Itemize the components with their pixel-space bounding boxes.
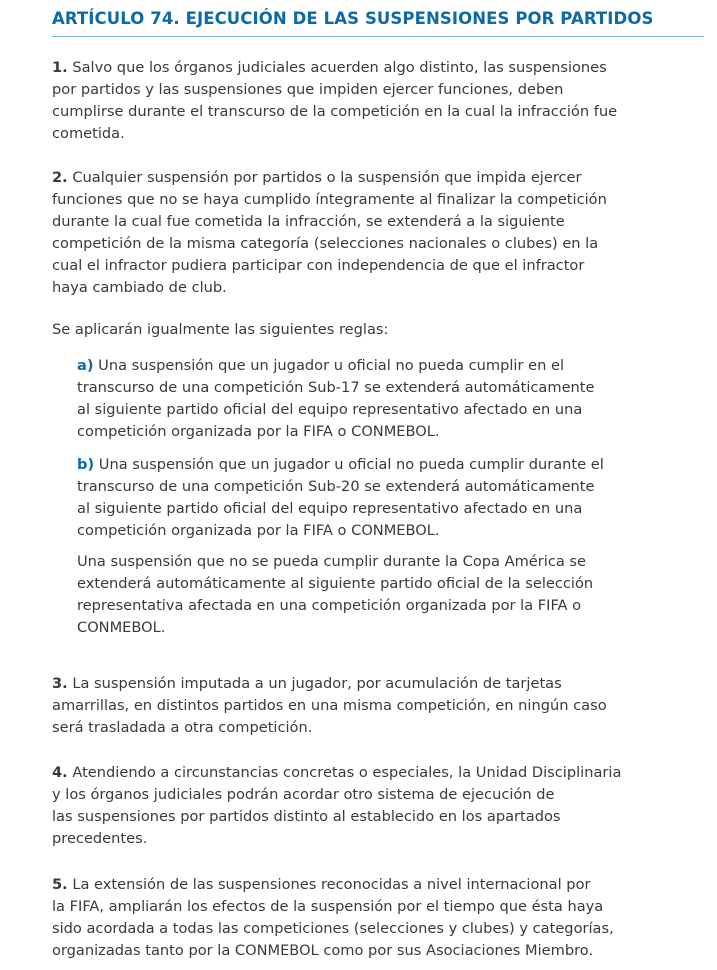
paragraph-number: 3. [52,675,68,692]
paragraph-number: 1. [52,59,68,76]
paragraph-line [52,874,614,896]
paragraph-line: cometida. [52,125,125,142]
line-text: Atendiendo a circunstancias concretas o especiales, la Unidad Disciplinaria [67,764,622,781]
paragraph-5 [52,874,614,962]
paragraph-line: transcurso de una competición Sub-20 se extenderá automáticamente [77,478,595,495]
paragraph-line: al siguiente partido oficial del equipo representativo afectado en una [77,401,583,418]
paragraph-line: competición organizada por la FIFA o CONMEBOL. [77,423,440,440]
paragraph-line: funciones que no se haya cumplido íntegramente al finalizar la competición [52,191,607,208]
paragraph-line: las suspensiones por partidos distinto al establecido en los apartados [52,808,561,825]
paragraph-line: competición organizada por la FIFA o CONMEBOL. [77,522,440,539]
paragraph-line [52,762,621,784]
paragraph-line [77,454,604,476]
paragraph-line: haya cambiado de club. [52,279,227,296]
paragraph-line: Se aplicarán igualmente las siguientes reglas: [52,321,389,338]
paragraph-line: CONMEBOL. [77,619,166,636]
paragraph-line: extenderá automáticamente al siguiente partido oficial de la selección [77,575,594,592]
paragraph-line: amarrillas, en distintos partidos en una misma competición, en ningún caso [52,697,607,714]
paragraph-3 [52,673,607,739]
title-divider [52,36,704,37]
paragraph-line: será trasladada a otra competición. [52,719,313,736]
paragraph-line: Una suspensión que no se pueda cumplir durante la Copa América se [77,553,587,570]
rules-intro [52,319,388,341]
paragraph-line: precedentes. [52,830,148,847]
paragraph-line: cual el infractor pudiera participar con independencia de que el infractor [52,257,585,274]
paragraph-4 [52,762,621,850]
subrule-copa-america [77,551,593,639]
paragraph-line: la FIFA, ampliarán los efectos de la suspensión por el tiempo que ésta haya [52,898,604,915]
paragraph-number: 5. [52,876,68,893]
line-text: La suspensión imputada a un jugador, por acumulación de tarjetas [67,675,562,692]
subrule-label: a) [77,357,94,374]
paragraph-line: cumplirse durante el transcurso de la competición en la cual la infracción fue [52,103,618,120]
paragraph-line: y los órganos judiciales podrán acordar otro sistema de ejecución de [52,786,555,803]
paragraph-1 [52,57,617,145]
paragraph-number: 4. [52,764,68,781]
paragraph-2 [52,167,607,299]
subrule-a [77,355,595,443]
paragraph-line: al siguiente partido oficial del equipo representativo afectado en una [77,500,583,517]
paragraph-line: organizadas tanto por la CONMEBOL como por sus Asociaciones Miembro. [52,942,594,959]
paragraph-number: 2. [52,169,68,186]
paragraph-line [52,57,617,79]
paragraph-line: representativa afectada en una competición organizada por la FIFA o [77,597,582,614]
paragraph-line: por partidos y las suspensiones que impiden ejercer funciones, deben [52,81,564,98]
line-text: Salvo que los órganos judiciales acuerden algo distinto, las suspensiones [67,59,607,76]
line-text: Cualquier suspensión por partidos o la suspensión que impida ejercer [67,169,582,186]
line-text: Una suspensión que un jugador u oficial no pueda cumplir en el [93,357,564,374]
paragraph-line: competición de la misma categoría (selecciones nacionales o clubes) en la [52,235,599,252]
paragraph-line: transcurso de una competición Sub-17 se extenderá automáticamente [77,379,595,396]
line-text: La extensión de las suspensiones reconocidas a nivel internacional por [67,876,591,893]
line-text: Una suspensión que un jugador u oficial no pueda cumplir durante el [94,456,604,473]
subrule-b [77,454,604,542]
article-title: ARTÍCULO 74. EJECUCIÓN DE LAS SUSPENSIONES POR PARTIDOS [52,9,654,28]
paragraph-line: durante la cual fue cometida la infracción, se extenderá a la siguiente [52,213,565,230]
paragraph-line [52,673,607,695]
subrule-label: b) [77,456,95,473]
paragraph-line [52,167,607,189]
paragraph-line: sido acordada a todas las competiciones (selecciones y clubes) y categorías, [52,920,614,937]
paragraph-line [77,355,595,377]
